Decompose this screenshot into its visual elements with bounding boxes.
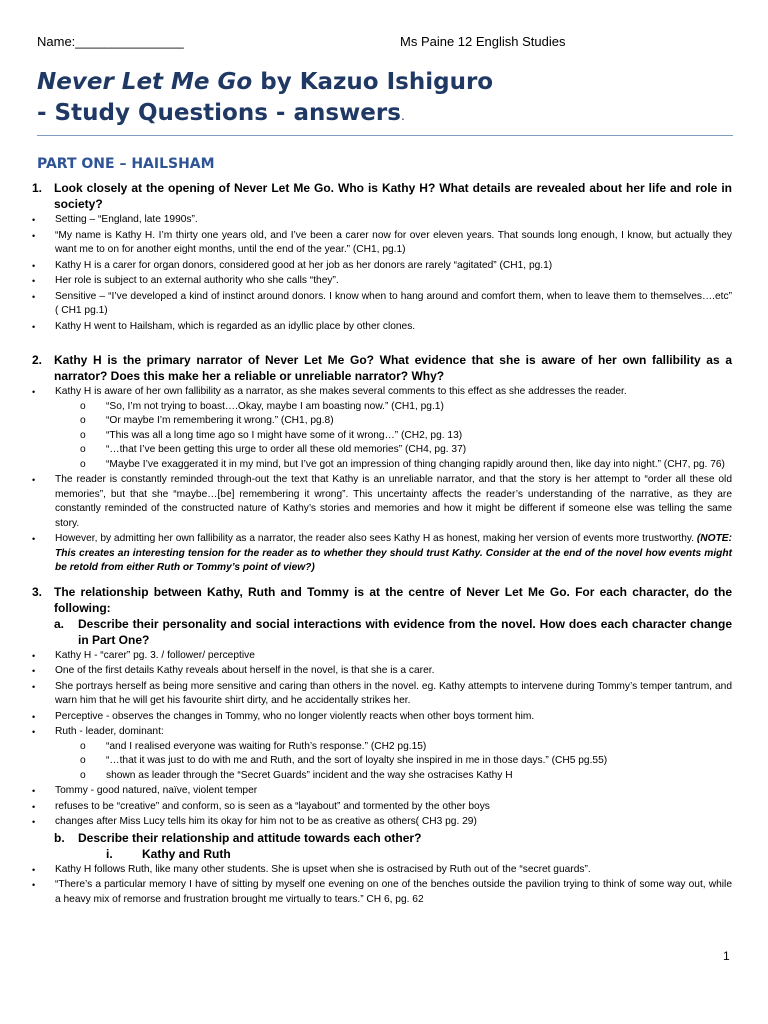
teacher-note: (NOTE: This creates an interesting tension for the reader as to whether they should trust Kathy. Consider at the end of the novel how events might be retold from either Ruth or Tommy’s point of view?): [55, 533, 732, 573]
bullet-text: Ruth - leader, dominant:: [55, 726, 164, 737]
list-item: [32, 664, 732, 679]
bullet-icon: •: [32, 475, 36, 485]
bullet-icon: •: [32, 230, 36, 241]
bullet-text: Kathy H is aware of her own fallibility as a narrator, as she makes several comments to this effect as she addresses the reader.: [55, 386, 627, 397]
list-item: [32, 229, 732, 258]
sub-list-item: [32, 740, 732, 755]
sub-list-item: [32, 400, 732, 415]
circle-bullet-icon: o: [80, 400, 86, 412]
bullet-text: changes after Miss Lucy tells him its okay for him not to be as creative as others( CH3 pg. 29): [55, 816, 477, 827]
quote-text: “This was all a long time ago so I might have some of it wrong…” (CH2, pg. 13): [106, 429, 463, 441]
bullet-text: The reader is constantly reminded through-out the text that Kathy is an unreliable narrator, and that the story is her attempt to “order all these old memories”, but that she “maybe…[be] remembering it wrong”. This uncertainty affects the reader’s understanding of the narrative, as they are constantly reminded of the constructed nature of Kathy’s stories and memories and how it might be different if someone else was telling the same story.: [55, 474, 732, 529]
teacher-course-label: Ms Paine 12 English Studies: [400, 34, 566, 49]
document-title: [37, 67, 493, 97]
list-item: [32, 290, 732, 319]
circle-bullet-icon: o: [80, 444, 86, 455]
bullet-icon: •: [32, 786, 36, 796]
quote-text: “…that I’ve been getting this urge to order all these old memories” (CH4, pg. 37): [106, 444, 467, 455]
circle-bullet-icon: o: [80, 458, 86, 470]
bullet-text: Kathy H is a carer for organ donors, considered good at her job as her donors are rarely “agitated” (CH1, pg.1): [55, 259, 553, 271]
bullet-text: Kathy H follows Ruth, like many other students. She is upset when she is ostracised by Ruth out of the “secret guards”.: [55, 863, 591, 875]
list-item: [32, 649, 732, 664]
list-item: [32, 274, 732, 289]
sub-question-letter: b.: [54, 830, 65, 845]
subtitle-text: - Study Questions - answers: [37, 100, 401, 126]
question-text: Kathy H is the primary narrator of Never Let Me Go? What evidence that she is aware of her own fallibility as a narrator? Does this make her a reliable or unreliable narrator? Why?: [54, 353, 732, 383]
quote-text: “…that it was just to do with me and Ruth, and the sort of loyalty she inspired in me in those days.” (CH5 pg.55): [106, 755, 608, 766]
bullet-text: Kathy H went to Hailsham, which is regarded as an idyllic place by other clones.: [55, 320, 416, 332]
list-item: [32, 259, 732, 274]
list-item: [32, 784, 732, 799]
sub-list-item: [32, 443, 732, 458]
bullet-text: Kathy H - “carer” pg. 3. / follower/ perceptive: [55, 649, 255, 661]
sub-list-item: [32, 414, 732, 429]
question-1: [32, 180, 732, 212]
title-divider: [37, 135, 733, 136]
sub-list-item: [32, 769, 732, 784]
bullet-icon: •: [32, 260, 36, 271]
list-item: [32, 532, 732, 576]
question-text: Look closely at the opening of Never Let Me Go. Who is Kathy H? What details are revealed about her life and role in society?: [54, 181, 732, 211]
list-item: [32, 878, 732, 907]
sub-question-text: Describe their personality and social interactions with evidence from the novel. How does each character change in Part One?: [78, 616, 732, 647]
author-line: by Kazuo Ishiguro: [252, 69, 494, 95]
bullet-icon: •: [32, 880, 36, 890]
sub-list-item: [32, 429, 732, 444]
bullet-icon: •: [32, 291, 36, 302]
question-number: 3.: [32, 584, 43, 599]
quote-text: “and I realised everyone was waiting for Ruth’s response.” (CH2 pg.15): [106, 740, 427, 752]
list-item: [32, 725, 732, 740]
sub-sub-question-text: Kathy and Ruth: [142, 846, 231, 861]
bullet-icon: •: [32, 321, 36, 332]
question-2: [32, 352, 732, 384]
sub-question-letter: a.: [54, 616, 65, 631]
bullet-text: Her role is subject to an external authority who she calls “they”.: [55, 275, 339, 286]
bullet-icon: •: [32, 727, 36, 737]
bullet-text-main: However, by admitting her own fallibility as a narrator, the reader also sees Kathy H as honest, making her version of events more trustworthy.: [55, 533, 697, 544]
bullet-icon: •: [32, 817, 36, 827]
spacer: [32, 576, 732, 582]
list-item: [32, 385, 732, 400]
bullet-text: Setting – “England, late 1990s”.: [55, 214, 198, 225]
circle-bullet-icon: o: [80, 755, 86, 766]
bullet-text: refuses to be “creative” and conform, so is seen as a “layabout” and tormented by the other boys: [55, 800, 490, 812]
bullet-icon: •: [32, 387, 36, 397]
sub-list-item: [32, 458, 732, 473]
subtitle-period: .: [400, 109, 405, 123]
name-field-label: Name:_______________: [37, 34, 184, 49]
bullet-icon: •: [32, 215, 36, 225]
document-body: [32, 178, 732, 907]
quote-text: “Or maybe I’m remembering it wrong.” (CH1, pg.8): [106, 415, 334, 426]
sub-sub-question-i: [32, 846, 732, 862]
sub-question-b: [32, 830, 732, 846]
bullet-icon: •: [32, 650, 36, 661]
list-item: [32, 815, 732, 830]
bullet-icon: •: [32, 276, 36, 286]
question-number: 2.: [32, 353, 43, 367]
list-item: [32, 863, 732, 878]
bullet-text: She portrays herself as being more sensitive and caring than others in the novel. eg. Kathy attempts to intervene during Tommy’s temper tantrum, and warn him that he will get his favourite shirt dirty, and he accidentally strikes her.: [55, 680, 732, 706]
bullet-text: One of the first details Kathy reveals about herself in the novel, is that she is a carer.: [55, 665, 435, 676]
bullet-icon: •: [32, 711, 36, 722]
list-item: [32, 320, 732, 335]
circle-bullet-icon: o: [80, 769, 86, 781]
book-title: Never Let Me Go: [37, 69, 253, 95]
circle-bullet-icon: o: [80, 740, 86, 752]
question-text: The relationship between Kathy, Ruth and Tommy is at the centre of Never Let Me Go. For each character, do the following:: [54, 584, 732, 615]
bullet-icon: •: [32, 666, 36, 676]
page-number: 1: [723, 949, 730, 963]
quote-text: shown as leader through the “Secret Guards” incident and the way she ostracises Kathy H: [106, 769, 513, 781]
list-item: [32, 710, 732, 725]
spacer: [32, 334, 732, 350]
sub-question-text: Describe their relationship and attitude towards each other?: [78, 830, 422, 845]
bullet-icon: •: [32, 681, 36, 692]
bullet-text: Perceptive - observes the changes in Tommy, who no longer violently reacts when other boys torment him.: [55, 710, 535, 722]
sub-list-item: [32, 754, 732, 769]
circle-bullet-icon: o: [80, 415, 86, 426]
list-item: [32, 800, 732, 815]
question-number: 1.: [32, 181, 43, 195]
document-subtitle: [37, 98, 405, 131]
bullet-icon: •: [32, 801, 36, 812]
quote-text: “Maybe I’ve exaggerated it in my mind, but I’ve got an impression of thing changing rapidly around then, like day into night.” (CH7, pg. 76): [106, 458, 725, 470]
quote-text: “So, I’m not trying to boast….Okay, maybe I am boasting now.” (CH1, pg.1): [106, 400, 444, 412]
part-heading: PART ONE – HAILSHAM: [37, 156, 215, 172]
bullet-text: Sensitive – “I’ve developed a kind of instinct around donors. I know when to hang around and comfort them, when to leave them to themselves….etc” ( CH1 pg.1): [55, 290, 732, 316]
circle-bullet-icon: o: [80, 429, 86, 441]
bullet-text: [55, 532, 732, 576]
list-item: [32, 680, 732, 709]
sub-question-a: [32, 616, 732, 648]
bullet-text: “There’s a particular memory I have of sitting by myself one evening on one of the benches outside the pavilion trying to think of some way out, while a heavy mix of remorse and frustration brought me virtually to tears.” CH 6, pg. 62: [55, 879, 732, 905]
bullet-text: “My name is Kathy H. I’m thirty one years old, and I’ve been a carer now for over eleven years. That sounds long enough, I know, but actually they want me to on for another eight months, until the end of the year.” (CH1, pg.1): [55, 229, 732, 255]
bullet-text: Tommy - good natured, naïve, violent temper: [55, 785, 258, 796]
list-item: [32, 213, 732, 228]
roman-numeral: i.: [106, 846, 113, 861]
list-item: [32, 473, 732, 531]
question-3: [32, 584, 732, 616]
bullet-icon: •: [32, 864, 36, 875]
bullet-icon: •: [32, 534, 36, 544]
